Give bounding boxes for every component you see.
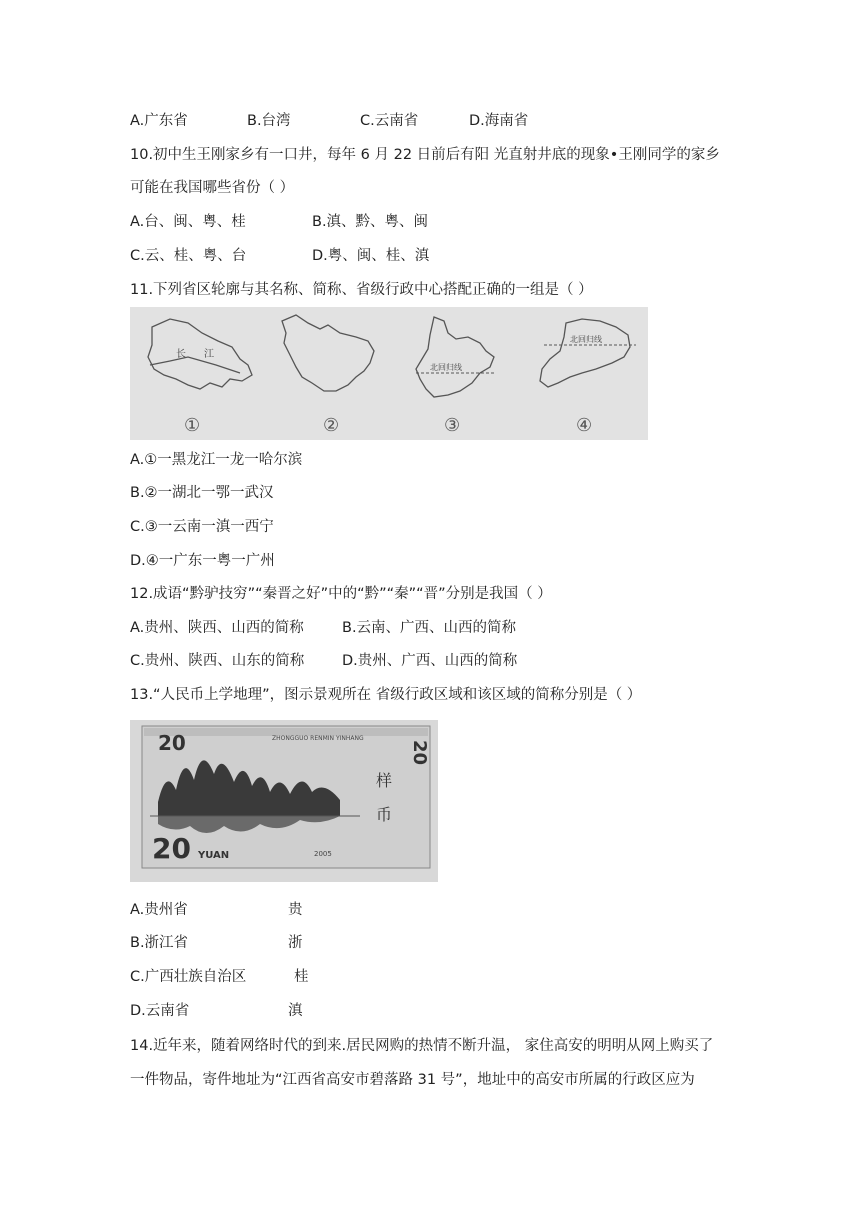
banknote-top-value: 20 [158,731,186,755]
q13-option-b-name: B.浙江省 [130,935,189,951]
q14-stem-line1: 14.近年来，随着网络时代的到来.居民网购的热情不断升温， 家住高安的明明从网上购买了 [130,1038,714,1054]
map-text-jiang: 江 [204,349,214,360]
q13-option-b-abbr: 浙 [288,935,303,951]
figure-label-1: ① [184,415,201,436]
q13-option-a-abbr: 贵 [288,902,303,918]
q13-option-c-name: C.广西壮族自治区 [130,969,247,985]
banknote-header: ZHONGGUO RENMIN YINHANG [272,735,364,742]
banknote-specimen-1: 样 [376,771,393,790]
province-outlines [130,307,648,440]
map-text-tropic-3: 北回归线 [430,363,462,372]
q12-option-a: A.贵州、陕西、山西的简称 [130,620,304,636]
q11-province-outline-figure [130,307,648,440]
q10-option-b: B.滇、黔、粤、闽 [312,214,429,230]
map-text-tropic-4: 北回归线 [570,335,602,344]
banknote-year: 2005 [314,850,332,858]
q12-option-c: C.贵州、陕西、山东的简称 [130,653,305,669]
q12-option-b: B.云南、广西、山西的简称 [342,620,517,636]
q10-stem-line2: 可能在我国哪些省份（ ） [130,180,295,196]
banknote-currency: YUAN [198,850,230,861]
q9-option-b: B.台湾 [247,113,291,129]
q11-option-b: B.②一湖北一鄂一武汉 [130,485,274,501]
outline-heilongjiang [282,315,374,391]
q10-option-c: C.云、桂、粤、台 [130,248,247,264]
banknote-specimen-2: 币 [376,805,393,824]
q9-option-d: D.海南省 [469,113,529,129]
figure-label-4: ④ [576,415,593,436]
map-text-chang: 长 [176,349,186,360]
banknote-side-value: 20 [409,740,430,766]
q10-stem-line1: 10.初中生王刚家乡有一口井，每年 6 月 22 日前后有阳 光直射井底的现象•王刚同学的家乡 [130,147,720,163]
q9-option-c: C.云南省 [360,113,419,129]
yangtze-river [150,357,240,373]
q11-option-c: C.③一云南一滇一西宁 [130,519,274,535]
figure-label-3: ③ [444,415,461,436]
figure-label-2: ② [323,415,340,436]
banknote-bottom-value: 20 [152,832,191,865]
q13-stem: 13.“人民币上学地理”，图示景观所在 省级行政区域和该区域的简称分别是（ ） [130,687,642,703]
outline-yunnan [416,317,494,397]
q12-stem: 12.成语“黔驴技穷”“秦晋之好”中的“黔”“秦”“晋”分别是我国（ ） [130,586,552,602]
banknote-image [130,720,438,882]
outline-hubei [148,319,252,389]
q12-option-d: D.贵州、广西、山西的简称 [342,653,518,669]
q10-option-d: D.粤、闽、桂、滇 [312,248,430,264]
q10-option-a: A.台、闽、粤、桂 [130,214,246,230]
q13-option-c-abbr: 桂 [294,969,309,985]
q11-option-d: D.④一广东一粤一广州 [130,553,275,569]
outline-guangdong [540,319,630,387]
q13-banknote-figure [130,720,438,882]
q14-stem-line2: 一件物品，寄件地址为“江西省高安市碧落路 31 号”，地址中的高安市所属的行政区应为 [130,1072,695,1088]
q9-option-a: A.广东省 [130,113,188,129]
q11-stem: 11.下列省区轮廓与其名称、简称、省级行政中心搭配正确的一组是（ ） [130,282,593,298]
q11-option-a: A.①一黑龙江一龙一哈尔滨 [130,452,303,468]
q13-option-a-name: A.贵州省 [130,902,188,918]
q13-option-d-name: D.云南省 [130,1003,190,1019]
q13-option-d-abbr: 滇 [288,1003,303,1019]
